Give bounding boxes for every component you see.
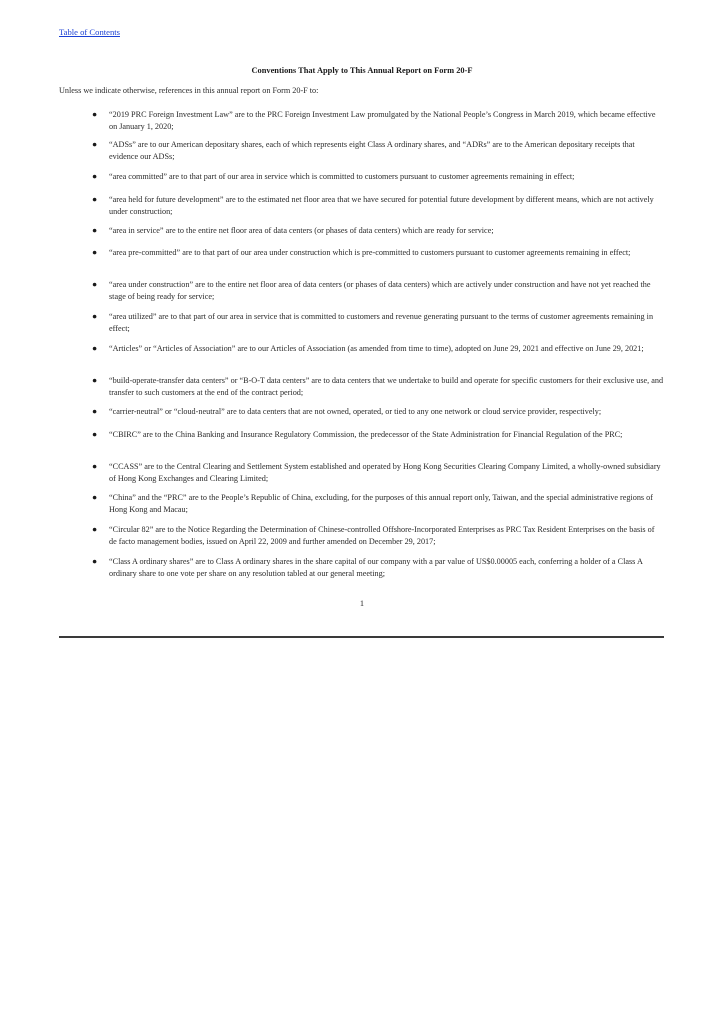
bullet-icon: ● bbox=[92, 406, 98, 416]
bullet-icon: ● bbox=[92, 556, 98, 566]
bullet-icon: ● bbox=[92, 171, 98, 181]
table-of-contents-link[interactable]: Table of Contents bbox=[59, 27, 120, 37]
bullet-icon: ● bbox=[92, 461, 98, 471]
bullet-icon: ● bbox=[92, 109, 98, 119]
definition-text: “ADSs” are to our American depositary shares, each of which represents eight Class A ordinary shares, and “ADRs” are to the American depositary receipts that evidence our ADSs; bbox=[109, 140, 635, 161]
definition-text: “CBIRC” are to the China Banking and Insurance Regulatory Commission, the predecessor of the State Administration for Financial Regulation of the PRC; bbox=[109, 430, 623, 439]
bullet-icon: ● bbox=[92, 194, 98, 204]
definition-text: “build-operate-transfer data centers” or “B-O-T data centers” are to data centers that we undertake to build and operate for specific customers for their exclusive use, and transfer to such customers at the end of the contract period; bbox=[109, 376, 664, 397]
definition-text: “2019 PRC Foreign Investment Law” are to the PRC Foreign Investment Law promulgated by the National People’s Congress in March 2019, which became effective on January 1, 2020; bbox=[109, 110, 656, 131]
definition-text: “area committed” are to that part of our area in service which is committed to customers pursuant to customer agreements remaining in effect; bbox=[109, 172, 575, 181]
definition-text: “Class A ordinary shares” are to Class A ordinary shares in the share capital of our company with a par value of US$0.00005 each, conferring a holder of a Class A ordinary share to one vote per share on any resolution tabled at our general meeting; bbox=[109, 557, 643, 578]
definition-text: “area in service” are to the entire net floor area of data centers (or phases of data centers) which are ready for service; bbox=[109, 226, 494, 235]
page-number: 1 bbox=[359, 599, 365, 608]
bullet-icon: ● bbox=[92, 225, 98, 235]
bullet-icon: ● bbox=[92, 247, 98, 257]
definition-text: “area under construction” are to the entire net floor area of data centers (or phases of data centers) which are actively under construction and have not yet reached the stage of being ready for service; bbox=[109, 280, 651, 301]
definition-text: “area held for future development” are to the estimated net floor area that we have secured for potential future development by different means, which are not actively under construction; bbox=[109, 195, 654, 216]
definition-text: “Articles” or “Articles of Association” are to our Articles of Association (as amended from time to time), adopted on June 29, 2021 and effective on June 29, 2021; bbox=[109, 344, 644, 353]
definition-text: “China” and the “PRC” are to the People’s Republic of China, excluding, for the purposes of this annual report only, Taiwan, and the special administrative regions of Hong Kong and Macau; bbox=[109, 493, 653, 514]
section-heading: Conventions That Apply to This Annual Report on Form 20-F bbox=[251, 66, 473, 75]
bullet-icon: ● bbox=[92, 343, 98, 353]
intro-paragraph: Unless we indicate otherwise, references in this annual report on Form 20-F to: bbox=[59, 86, 319, 95]
definition-text: “CCASS” are to the Central Clearing and Settlement System established and operated by Hong Kong Securities Clearing Company Limited, a wholly-owned subsidiary of Hong Kong Exchanges and Clearing Limited; bbox=[109, 462, 661, 483]
bullet-icon: ● bbox=[92, 311, 98, 321]
definition-text: “area utilized” are to that part of our area in service that is committed to customers and revenue generating pursuant to the terms of customer agreements remaining in effect; bbox=[109, 312, 654, 333]
definition-text: “carrier-neutral” or “cloud-neutral” are to data centers that are not owned, operated, or tied to any one network or cloud service provider, respectively; bbox=[109, 407, 602, 416]
bullet-icon: ● bbox=[92, 524, 98, 534]
bullet-icon: ● bbox=[92, 375, 98, 385]
definition-text: “Circular 82” are to the Notice Regarding the Determination of Chinese-controlled Offshore-Incorporated Enterprises as PRC Tax Resident Enterprises on the basis of de facto management bodies, issued on April 22, 2009 and further amended on December 29, 2017; bbox=[109, 525, 655, 546]
bullet-icon: ● bbox=[92, 139, 98, 149]
bullet-icon: ● bbox=[92, 279, 98, 289]
bullet-icon: ● bbox=[92, 429, 98, 439]
bullet-icon: ● bbox=[92, 492, 98, 502]
page-divider bbox=[59, 636, 664, 638]
definition-text: “area pre-committed” are to that part of our area under construction which is pre-committed to customers pursuant to customer agreements remaining in effect; bbox=[109, 248, 631, 257]
